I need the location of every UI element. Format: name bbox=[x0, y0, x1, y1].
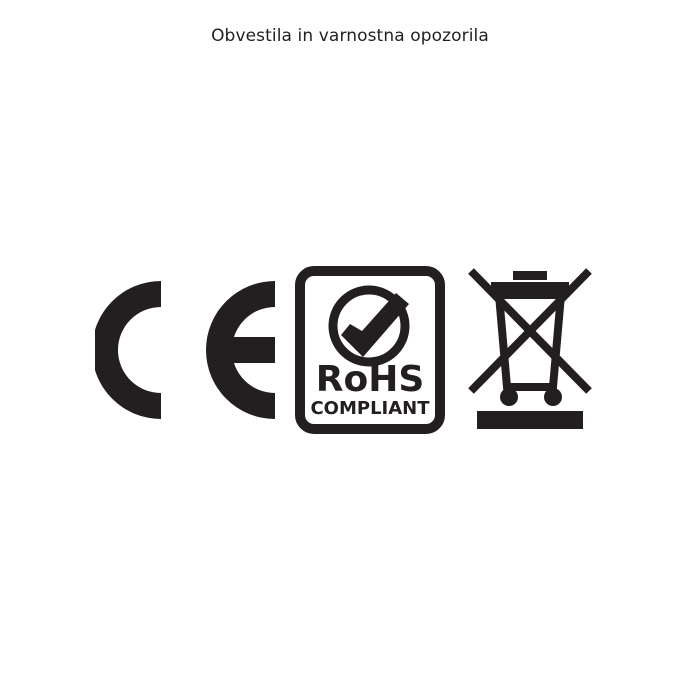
rohs-compliant-icon bbox=[295, 266, 445, 434]
ce-marking-symbol bbox=[90, 255, 290, 445]
rohs-line2: COMPLIANT bbox=[310, 398, 430, 419]
weee-crossed-out-wheelie-bin-icon bbox=[465, 265, 595, 435]
page-title: Obvestila in varnostna opozorila bbox=[211, 26, 489, 46]
ce-marking-icon bbox=[95, 275, 285, 425]
rohs-line1: RoHS bbox=[315, 359, 425, 400]
weee-symbol bbox=[450, 255, 610, 445]
rohs-compliant-symbol bbox=[290, 255, 450, 445]
compliance-symbol-row bbox=[0, 255, 700, 445]
